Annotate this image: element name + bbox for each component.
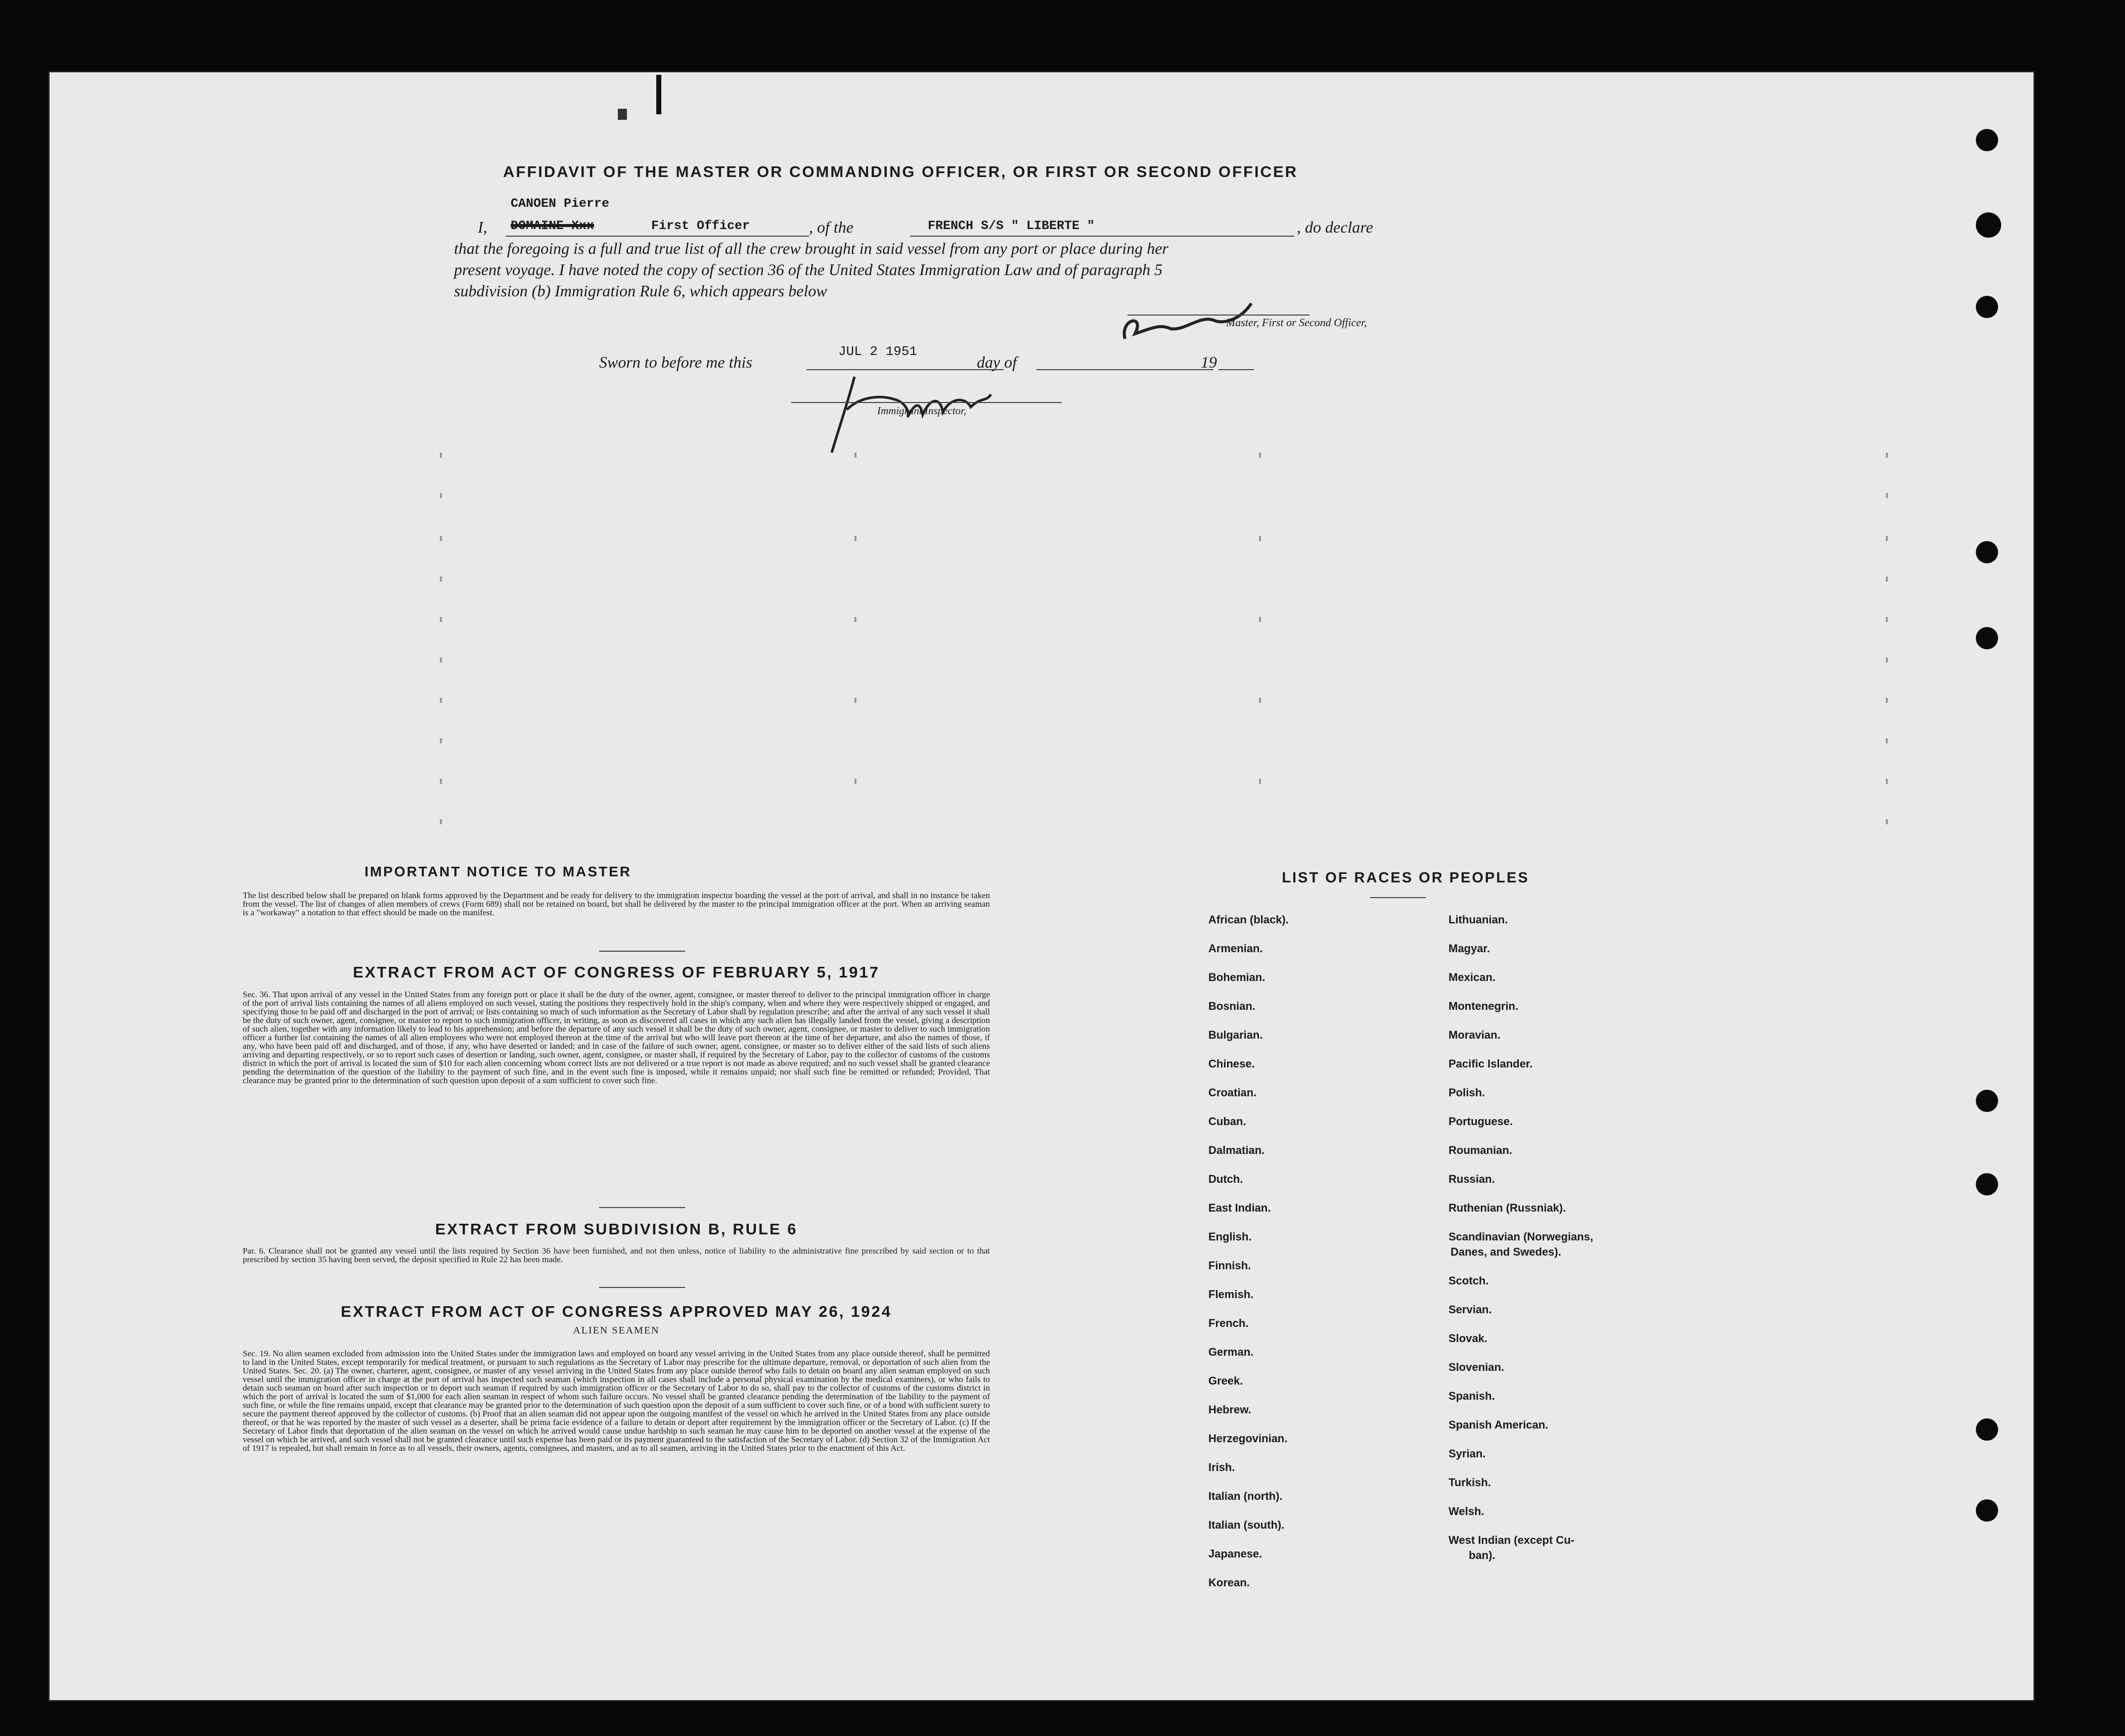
race-item: Italian (north). [1208, 1490, 1283, 1502]
inspector-caption: Immigrant Inspector, [877, 405, 967, 417]
extract-rule6-text: Par. 6. Clearance shall not be granted any vessel until the lists required by Section 36 have been furnished, and not then unless, notice of liability to the administrative fine prescribed by said section or to that prescribed by section 35 having been served, the deposit specified in Rule 22 has been made. [243, 1246, 990, 1264]
bleed-mark [1886, 493, 1888, 498]
bleed-mark [1886, 536, 1888, 541]
bleed-mark [1259, 453, 1261, 458]
bleed-mark [1886, 738, 1888, 743]
punch-hole [1976, 1173, 1998, 1195]
bleed-mark [1886, 576, 1888, 582]
race-item: Cuban. [1208, 1115, 1246, 1128]
bleed-mark [440, 536, 442, 541]
race-item: Bohemian. [1208, 971, 1265, 984]
bleed-mark [440, 657, 442, 662]
race-item: Finnish. [1208, 1259, 1251, 1272]
race-item: Pacific Islander. [1449, 1057, 1533, 1070]
affidavit-of-the: , of the [809, 218, 853, 236]
extract-1917-title: EXTRACT FROM ACT OF CONGRESS OF FEBRUARY 5, 1917 [353, 963, 880, 981]
bleed-mark [1259, 617, 1261, 622]
race-item: Scandinavian (Norwegians, [1449, 1230, 1594, 1243]
punch-hole [1976, 627, 1998, 649]
extract-1917-divider [599, 1207, 685, 1208]
race-item: Croatian. [1208, 1086, 1257, 1099]
year-rule [1218, 369, 1254, 370]
bleed-mark [440, 738, 442, 743]
race-item: Danes, and Swedes). [1451, 1245, 1561, 1258]
race-item: Korean. [1208, 1576, 1250, 1589]
bleed-mark [854, 617, 856, 622]
race-item: German. [1208, 1346, 1254, 1358]
affidavit-line-3: present voyage. I have noted the copy of section 36 of the United States Immigration Law and of paragraph 5 [454, 260, 1163, 279]
bleed-mark [440, 617, 442, 622]
bleed-mark [1886, 617, 1888, 622]
bleed-mark [1259, 779, 1261, 784]
bleed-mark [440, 453, 442, 458]
typed-officer-name: CANOEN Pierre [511, 196, 610, 211]
bleed-mark [440, 698, 442, 703]
race-item: Slovenian. [1449, 1361, 1505, 1373]
bleed-mark [440, 576, 442, 582]
punch-hole [1976, 1418, 1998, 1441]
race-item: African (black). [1208, 913, 1289, 926]
race-item: Dalmatian. [1208, 1144, 1265, 1156]
race-item: Roumanian. [1449, 1144, 1512, 1156]
race-item: Syrian. [1449, 1447, 1486, 1460]
race-item: Magyar. [1449, 942, 1490, 955]
punch-hole [1976, 541, 1998, 563]
vessel-underline [910, 236, 1294, 237]
bleed-mark [854, 779, 856, 784]
races-title: LIST OF RACES OR PEOPLES [1282, 870, 1529, 886]
bleed-mark [854, 453, 856, 458]
bleed-mark [1886, 819, 1888, 824]
races-divider [1370, 897, 1426, 898]
race-item: Ruthenian (Russniak). [1449, 1201, 1566, 1214]
affidavit-title: AFFIDAVIT OF THE MASTER OR COMMANDING OFFICER, OR FIRST OR SECOND OFFICER [503, 163, 1298, 181]
notice-title: IMPORTANT NOTICE TO MASTER [364, 864, 632, 879]
races-right-list [1449, 913, 1666, 1564]
punch-hole [1976, 296, 1998, 318]
bleed-mark [1886, 657, 1888, 662]
race-item: Welsh. [1449, 1505, 1484, 1518]
race-item: Montenegrin. [1449, 1000, 1519, 1012]
race-item: Greek. [1208, 1374, 1243, 1387]
race-item: Italian (south). [1208, 1519, 1285, 1531]
punch-hole [1976, 129, 1998, 151]
bleed-mark [440, 493, 442, 498]
race-item: Russian. [1449, 1173, 1495, 1185]
race-item: Hebrew. [1208, 1403, 1251, 1416]
bleed-mark [1886, 453, 1888, 458]
notice-divider [599, 951, 685, 952]
race-item: Polish. [1449, 1086, 1485, 1099]
sworn-text: Sworn to before me this [599, 353, 752, 371]
officer-caption: Master, First or Second Officer, [1226, 316, 1367, 329]
punch-hole [1976, 1499, 1998, 1522]
officer-rank: First Officer [651, 218, 750, 233]
race-item: Herzegovinian. [1208, 1432, 1288, 1445]
race-item: East Indian. [1208, 1201, 1271, 1214]
race-item: Slovak. [1449, 1332, 1488, 1345]
extract-rule6-divider [599, 1287, 685, 1288]
race-item: Bulgarian. [1208, 1029, 1263, 1041]
name-underline [506, 236, 809, 237]
document-sheet [48, 71, 2035, 1702]
bleed-mark [1886, 779, 1888, 784]
bleed-mark [440, 819, 442, 824]
race-item: Turkish. [1449, 1476, 1491, 1489]
race-item: Flemish. [1208, 1288, 1254, 1301]
struck-name: DOMAINE Xxx [511, 218, 595, 233]
bleed-mark [1259, 536, 1261, 541]
race-item: Moravian. [1449, 1029, 1501, 1041]
race-item: Mexican. [1449, 971, 1496, 984]
race-item: French. [1208, 1317, 1249, 1329]
race-item: Armenian. [1208, 942, 1263, 955]
bleed-mark [440, 779, 442, 784]
affidavit-line-4: subdivision (b) Immigration Rule 6, which appears below [454, 282, 827, 300]
race-item: Spanish. [1449, 1390, 1495, 1402]
punch-hole [1976, 1090, 1998, 1112]
extract-1924-text: Sec. 19. No alien seamen excluded from admission into the United States under the immigration laws and employed on board any vessel arriving in the United States from any place outside thereof, shall be permitted to land in the United States, except temporarily for medical treatment, or pursuant to such regulations as the Secretary of Labor may prescribe for the ultimate departure, removal, or deportation of such alien from the United States. Sec. 20. (a) The owner, charterer, agent, consignee, or master of any vessel arriving in the United States from any place outside thereof who fails to detain on board any alien seaman employed on such vessel until the immigration officer in charge at the port of arrival has inspected such seaman (which inspection in all cases shall include a personal physical examination by the medical examiners), or who fails to detain such seaman on board after such inspection or to deport such seaman if required by such immigration officer or the Secretary of Labor to do so, shall pay to the collector of customs of the customs district in which the port of arrival is located the sum of $1,000 for each alien seaman in respect of whom such failure occurs. No vessel shall be granted clearance pending the determination of the liability to the payment of such fine, or while the fine remains unpaid, except that clearance may be granted prior to the determination of such question upon the deposit of a sum sufficient to cover such fine, or of a bond with sufficient surety to secure the payment thereof approved by the collector of customs. (b) Proof that an alien seaman did not appear upon the outgoing manifest of the vessel on which he arrived in the United States from any place outside thereof, or that he was reported by the master of such vessel as a deserter, shall be prima facie evidence of a failure to detain or deport after requirement by the immigration officer or the Secretary of Labor. (c) If the Secretary of Labor finds that deportation of the alien seaman on the vessel on which he arrived would cause undue hardship to such seaman he may cause him to be deported on another vessel at the expense of the vessel on which he arrived, and such vessel shall not be granted clearance until such expense has been paid or its payment guaranteed to the satisfaction of the Secretary of Labor. (d) Section 32 of the Immigration Act of 1917 is repealed, but shall remain in force as to all vessels, their owners, agents, consignees, and masters, and as to all seamen, arriving in the United States prior to the enactment of this Act. [243, 1349, 990, 1453]
race-item: Scotch. [1449, 1274, 1489, 1287]
extract-1924-title: EXTRACT FROM ACT OF CONGRESS APPROVED MAY 26, 1924 [341, 1303, 892, 1320]
race-item: Dutch. [1208, 1173, 1243, 1185]
punch-hole [1976, 212, 2001, 238]
affidavit-declare: , do declare [1297, 218, 1373, 236]
race-item: English. [1208, 1230, 1252, 1243]
extract-1924-subtitle: ALIEN SEAMEN [573, 1325, 660, 1336]
bleed-mark [1259, 698, 1261, 703]
bleed-mark [1886, 698, 1888, 703]
year-prefix: 19 [1201, 353, 1217, 371]
affidavit-i: I, [478, 218, 487, 236]
bleed-mark [854, 698, 856, 703]
race-item: Lithuanian. [1449, 913, 1508, 926]
race-item: Chinese. [1208, 1057, 1255, 1070]
race-item: Irish. [1208, 1461, 1235, 1474]
race-item: West Indian (except Cu- [1449, 1534, 1574, 1546]
officer-caption-rule [1127, 315, 1309, 316]
ink-mark [656, 75, 661, 114]
day-of-rule [1036, 369, 1213, 370]
date-stamp: JUL 2 1951 [838, 344, 918, 359]
race-item: Servian. [1449, 1303, 1492, 1316]
affidavit-line-2: that the foregoing is a full and true list of all the crew brought in said vessel from any port or place during her [454, 239, 1168, 257]
extract-rule6-title: EXTRACT FROM SUBDIVISION B, RULE 6 [435, 1220, 798, 1238]
race-item: Japanese. [1208, 1547, 1262, 1560]
race-item: ban). [1469, 1549, 1496, 1562]
day-of-text: day of [977, 353, 1017, 371]
bleed-mark [854, 536, 856, 541]
ink-mark [618, 109, 627, 120]
race-item: Bosnian. [1208, 1000, 1255, 1012]
vessel-name: FRENCH S/S " LIBERTE " [928, 218, 1095, 233]
race-item: Portuguese. [1449, 1115, 1513, 1128]
inspector-rule [791, 402, 1062, 403]
extract-1917-text: Sec. 36. That upon arrival of any vessel in the United States from any foreign port or place it shall be the duty of the owner, agent, consignee, or master thereof to deliver to the principal immigration officer in charge of the port of arrival lists containing the names of all aliens employed on such vessel, stating the positions they respectively hold in the ship's company, when and where they were respectively shipped or engaged, and specifying those to be paid off and discharged in the port of arrival; or lists containing so much of such information as the Secretary of Labor shall by regulation prescribe; and after the arrival of any such vessel it shall be the duty of such owner, agent, consignee, or master to report to such immigration officer, in writing, as soon as discovered all cases in which any such alien has illegally landed from the vessel, giving a description of such alien, together with any information likely to lead to his apprehension; and before the departure of any such vessel it shall be the duty of such owner, agent, consignee, or master to deliver to such immigration officer a further list containing the names of all alien employees who were not employed thereon at the time of the arrival but who will leave port thereon at the time of her departure, and also the names of those, if any, who have been paid off and discharged, and of those, if any, who have deserted or landed; and in case of the failure of such owner, agent, consignee, or master so to deliver either of the said lists of such aliens arriving and departing respectively, or so to report such cases of desertion or landing, such owner, agent, consignee, or master shall, if required by the Secretary of Labor, pay to the collector of customs of the customs district in which the port of arrival is located the sum of $10 for each alien concerning whom correct lists are not delivered or a true report is not made as above required; and no such vessel shall be granted clearance pending the determination of the question of the liability to the payment of such fine, and in the event such fine is imposed, while it remains unpaid; nor shall such fine be remitted or refunded; Provided, That clearance may be granted prior to the determination of such question upon deposit of a sum sufficient to cover such fine. [243, 990, 990, 1085]
notice-text: The list described below shall be prepared on blank forms approved by the Department and be ready for delivery to the immigration inspector boarding the vessel at the port of arrival, and shall in no instance be taken from the vessel. The list of changes of alien members of crews (Form 689) shall not be retained on board, but shall be delivered by the master to the principal immigration officer at the port. When an arriving seaman is a "workaway" a notation to that effect should be made on the manifest. [243, 891, 990, 917]
races-left-list [1208, 913, 1421, 1605]
race-item: Spanish American. [1449, 1418, 1549, 1431]
